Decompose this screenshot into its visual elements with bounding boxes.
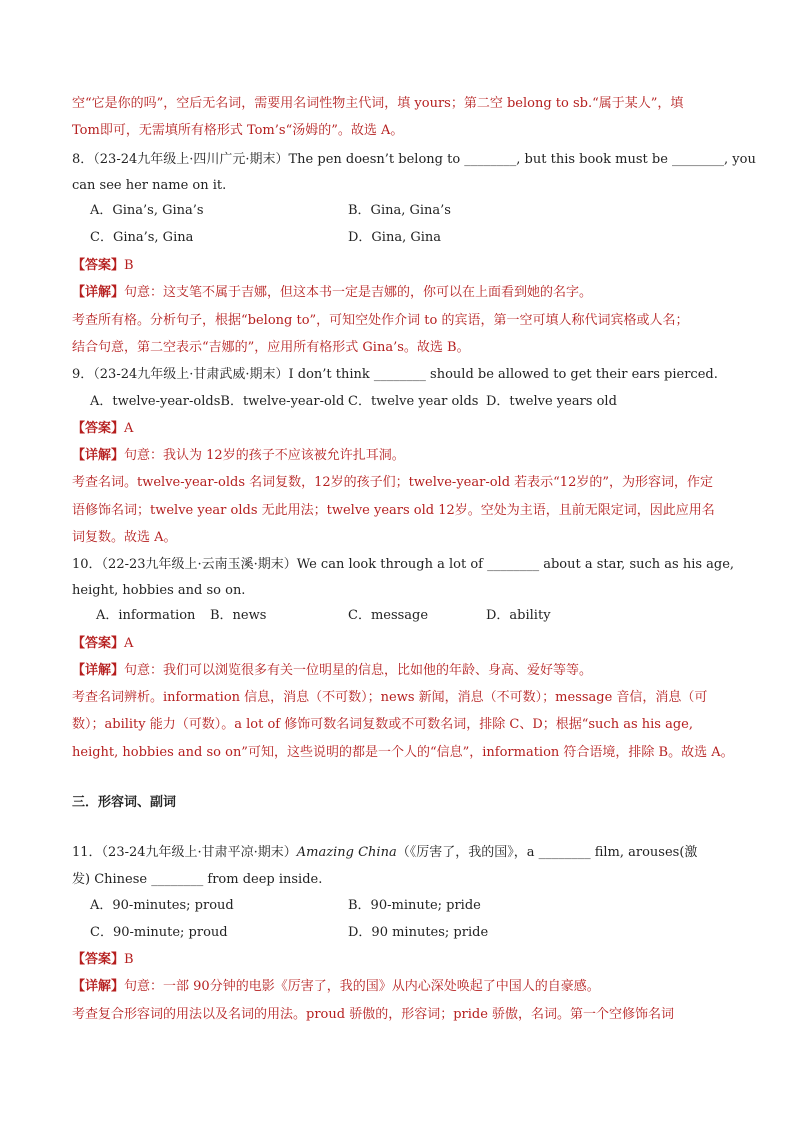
q10-option-a: A．information <box>96 608 196 623</box>
q8-detail-line1 <box>72 283 732 303</box>
q10-option-d: D．ability <box>486 608 551 623</box>
q11-option-b: B．90-minute; pride <box>348 898 481 913</box>
q11-detail-line1 <box>72 977 732 997</box>
detail-label: 【详解】 <box>72 448 125 463</box>
answer-label: 【答案】 <box>72 258 125 273</box>
q8-option-d: D．Gina, Gina <box>348 230 442 245</box>
q11-film-title: Amazing China <box>296 845 397 860</box>
section-heading: 三．形容词、副词 <box>72 795 177 810</box>
answer-label: 【答案】 <box>72 952 125 967</box>
prev-explanation-line1: 空“它是你的吗”，空后无名词，需要用名词性物主代词，填 yours；第二空 belong to sb.“属于某人”，填 <box>72 96 684 111</box>
q10-detail-line1 <box>72 661 732 681</box>
q9-detail-line2: 考查名词。twelve-year-olds 名词复数，12岁的孩子们；twelve-year-old 若表示“12岁的”，为形容词，作定 <box>72 475 713 490</box>
q10-stem-line1: 10．（22-23九年级上·云南玉溪·期末）We can look through a lot of ________ about a star, such as his age, <box>72 557 735 572</box>
q11-stem-line1 <box>72 843 732 863</box>
q9-option-d: D．twelve years old <box>486 394 617 409</box>
q8-stem-line2: can see her name on it. <box>72 178 227 193</box>
q11-option-a: A．90-minutes; proud <box>90 898 234 913</box>
detail-label: 【详解】 <box>72 285 125 300</box>
q8-answer <box>72 256 732 276</box>
answer-label: 【答案】 <box>72 636 125 651</box>
answer-value: A <box>124 421 134 436</box>
detail-text: 句意：我认为 12岁的孩子不应该被允许扎耳洞。 <box>124 448 405 463</box>
q11-option-c: C．90-minute; proud <box>90 925 228 940</box>
q8-stem-line1: 8．（23-24九年级上·四川广元·期末）The pen doesn’t belong to ________, but this book must be ________, you <box>72 152 756 167</box>
detail-text: 句意：这支笔不属于吉娜，但这本书一定是吉娜的，你可以在上面看到她的名字。 <box>124 285 593 300</box>
q9-detail-line4: 词复数。故选 A。 <box>72 530 177 545</box>
q8-option-a: A．Gina’s, Gina’s <box>90 203 204 218</box>
q10-stem-line2: height, hobbies and so on. <box>72 583 246 598</box>
q10-detail-line2: 考查名词辨析。information 信息，消息（不可数）；news 新闻，消息（不可数）；message 音信，消息（可 <box>72 690 708 705</box>
q11-detail-line2: 考查复合形容词的用法以及名词的用法。proud 骄傲的，形容词；pride 骄傲，名词。第一个空修饰名词 <box>72 1007 675 1022</box>
q9-detail-line3: 语修饰名词；twelve year olds 无此用法；twelve years old 12岁。空处为主语，且前无限定词，因此应用名 <box>72 503 715 518</box>
q11-stem-suffix: （《厉害了，我的国》，a ________ film, arouses(激 <box>396 845 698 860</box>
q9-stem-line1: 9．（23-24九年级上·甘肃武威·期末）I don’t think ________ should be allowed to get their ears pierced. <box>72 367 718 382</box>
q8-option-b: B．Gina, Gina’s <box>348 203 451 218</box>
q9-option-ab: A．twelve-year-oldsB．twelve-year-old <box>90 394 345 409</box>
detail-label: 【详解】 <box>72 663 125 678</box>
detail-text: 句意：我们可以浏览很多有关一位明星的信息，比如他的年龄、身高、爱好等等。 <box>124 663 593 678</box>
answer-label: 【答案】 <box>72 421 125 436</box>
q8-detail-line2: 考查所有格。分析句子，根据“belong to”，可知空处作介词 to 的宾语，第一空可填人称代词宾格或人名； <box>72 313 689 328</box>
detail-text: 句意：一部 90分钟的电影《厉害了，我的国》从内心深处唤起了中国人的自豪感。 <box>124 979 600 994</box>
q10-answer <box>72 634 732 654</box>
prev-explanation-line2: Tom即可，无需填所有格形式 Tom’s“汤姆的”。故选 A。 <box>72 123 404 138</box>
q11-stem-prefix: 11．（23-24九年级上·甘肃平凉·期末） <box>72 845 297 860</box>
answer-value: B <box>124 952 134 967</box>
q9-detail-line1 <box>72 446 732 466</box>
answer-value: B <box>124 258 134 273</box>
answer-value: A <box>124 636 134 651</box>
q9-answer <box>72 419 732 439</box>
q8-detail-line3: 结合句意，第二空表示“吉娜的”，应用所有格形式 Gina’s。故选 B。 <box>72 340 470 355</box>
detail-label: 【详解】 <box>72 979 125 994</box>
q10-option-c: C．message <box>348 608 429 623</box>
q10-option-b: B．news <box>210 608 267 623</box>
q11-stem-line2: 发) Chinese ________ from deep inside. <box>72 872 323 887</box>
q11-answer <box>72 950 732 970</box>
q11-option-d: D．90 minutes; pride <box>348 925 489 940</box>
q9-option-c: C．twelve year olds <box>348 394 479 409</box>
q10-detail-line4: height, hobbies and so on”可知，这些说明的都是一个人的“信息”，information 符合语境，排除 B。故选 A。 <box>72 745 734 760</box>
q10-detail-line3: 数）；ability 能力（可数）。a lot of 修饰可数名词复数或不可数名词，排除 C、D；根据“such as his age, <box>72 717 694 732</box>
q8-option-c: C．Gina’s, Gina <box>90 230 194 245</box>
